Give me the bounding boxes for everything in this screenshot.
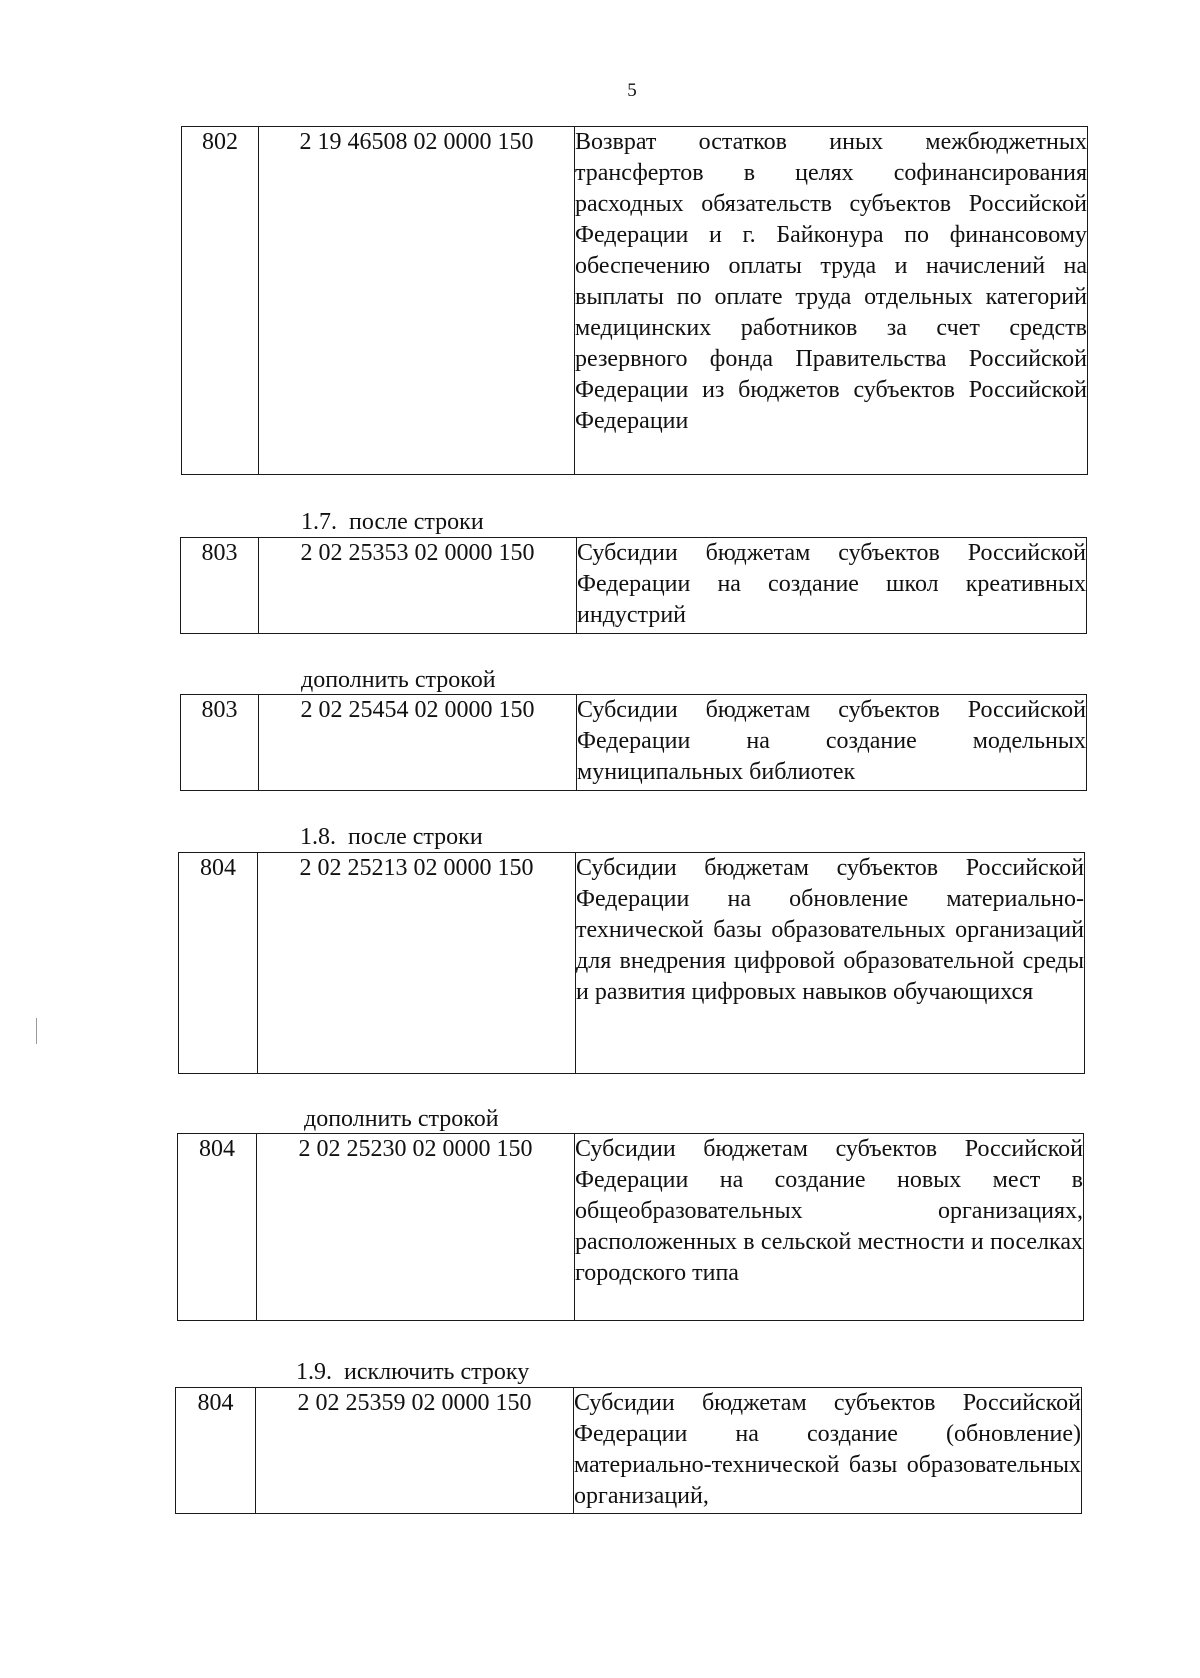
- instruction-heading: [301, 666, 496, 694]
- instruction-text: исключить строку: [344, 1359, 530, 1385]
- table-row: [181, 695, 1087, 791]
- instruction-text: дополнить строкой: [304, 1106, 499, 1132]
- income-name-cell: Субсидии бюджетам субъектов Российской Федерации на обновление материально-технической базы образовательных организаций для внедрения цифровой образовательной среды и развития цифровых навыков обучающихся: [576, 853, 1085, 1074]
- kbk-code-cell: 2 19 46508 02 0000 150: [259, 127, 575, 475]
- kbk-code-cell: 2 02 25213 02 0000 150: [258, 853, 576, 1074]
- table-row: [179, 853, 1085, 1074]
- table-row: [178, 1134, 1084, 1321]
- instruction-number: 1.9.: [296, 1359, 332, 1385]
- budget-table-top: [181, 126, 1088, 475]
- budget-table: [178, 852, 1085, 1074]
- instruction-number: 1.7.: [301, 509, 337, 535]
- instruction-text: после строки: [348, 824, 483, 850]
- budget-table: [175, 1387, 1082, 1514]
- income-name-cell: Субсидии бюджетам субъектов Российской Федерации на создание модельных муниципальных библиотек: [577, 695, 1087, 791]
- instruction-heading: [304, 1105, 499, 1133]
- admin-code-cell: 803: [181, 695, 259, 791]
- table-row: [182, 127, 1088, 475]
- instruction-number: 1.8.: [300, 824, 336, 850]
- kbk-code-cell: 2 02 25359 02 0000 150: [256, 1388, 574, 1514]
- kbk-code-cell: 2 02 25353 02 0000 150: [259, 538, 577, 634]
- admin-code-cell: 804: [176, 1388, 256, 1514]
- income-name-cell: Возврат остатков иных межбюджетных трансфертов в целях софинансирования расходных обязательств субъектов Российской Федерации и г. Байконура по финансовому обеспечению оплаты труда и начислений на выплаты по оплате труда отдельных категорий медицинских работников за счет средств резервного фонда Правительства Российской Федерации из бюджетов субъектов Российской Федерации: [575, 127, 1088, 475]
- table-row: [176, 1388, 1082, 1514]
- kbk-code-cell: 2 02 25230 02 0000 150: [257, 1134, 575, 1321]
- income-name-cell: Субсидии бюджетам субъектов Российской Федерации на создание (обновление) материально-технической базы образовательных организаций,: [574, 1388, 1082, 1514]
- admin-code-cell: 804: [179, 853, 258, 1074]
- admin-code-cell: 802: [182, 127, 259, 475]
- kbk-code-cell: 2 02 25454 02 0000 150: [259, 695, 577, 791]
- income-name-cell: Субсидии бюджетам субъектов Российской Федерации на создание школ креативных индустрий: [577, 538, 1087, 634]
- instruction-heading: [296, 1358, 529, 1386]
- income-name-cell: Субсидии бюджетам субъектов Российской Федерации на создание новых мест в общеобразовательных организациях, расположенных в сельской местности и поселках городского типа: [575, 1134, 1084, 1321]
- instruction-heading: [300, 823, 483, 851]
- instruction-heading: [301, 508, 484, 536]
- instruction-text: после строки: [349, 509, 484, 535]
- budget-table: [180, 694, 1087, 791]
- page-number: 5: [627, 80, 637, 101]
- budget-table: [177, 1133, 1084, 1321]
- admin-code-cell: 804: [178, 1134, 257, 1321]
- instruction-text: дополнить строкой: [301, 667, 496, 693]
- table-row: [181, 538, 1087, 634]
- admin-code-cell: 803: [181, 538, 259, 634]
- scan-mark: [36, 1018, 37, 1044]
- budget-table: [180, 537, 1087, 634]
